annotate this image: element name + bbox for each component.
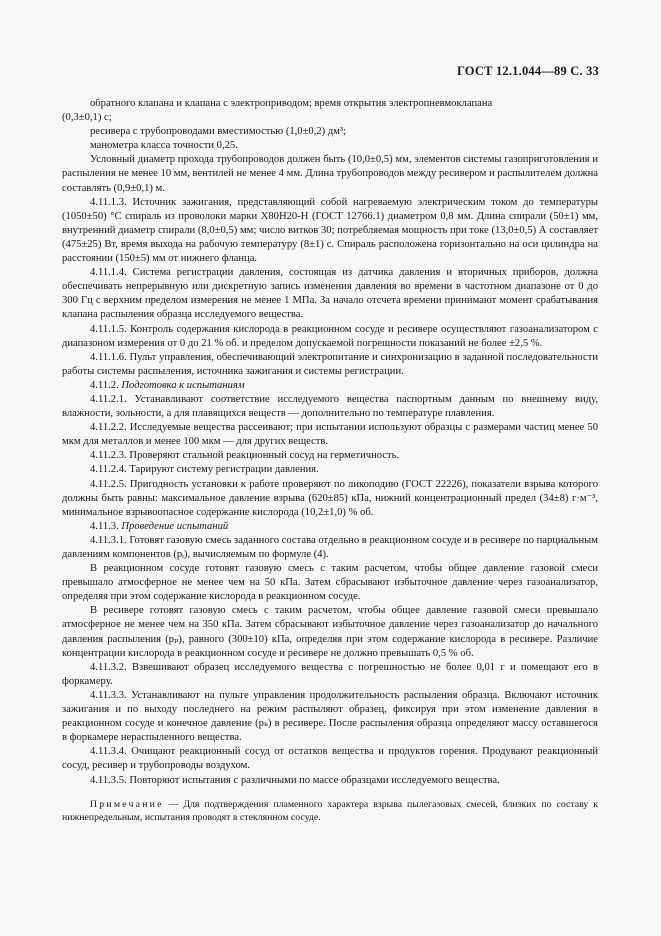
paragraph: В реакционном сосуде готовят газовую смесь с таким расчетом, чтобы общее давление газовой смеси превышало атмосферное не менее чем на 50 кПа. Затем сбрасывают избыточное давление через газоанализатор, определяя при этом содержание кислорода в реакционном сосуде. xyxy=(62,563,598,603)
page-header: ГОСТ 12.1.044—89 С. 33 xyxy=(456,64,599,78)
note xyxy=(62,798,598,825)
paragraph: 4.11.1.6. Пульт управления, обеспечивающий электропитание и синхронизацию в заданной последовательности работы системы распыления, источника зажигания и системы регистрации. xyxy=(62,351,598,377)
paragraph: Условный диаметр прохода трубопроводов должен быть (10,0±0,5) мм, элементов системы газоприготовления и распыления не менее 10 мм, вентилей не менее 4 мм. Длина трубопроводов между ресивером и распылителем должна составлять (0,9±0,1) м. xyxy=(62,154,598,194)
section-heading xyxy=(62,520,598,534)
paragraph: 4.11.2.3. Проверяют стальной реакционный сосуд на герметичность. xyxy=(90,450,400,462)
paragraph: (0,3±0,1) с; xyxy=(62,112,112,124)
section-number: 4.11.3. xyxy=(90,520,119,532)
note-label: Примечание xyxy=(90,798,164,810)
paragraph: обратного клапана и клапана с электроприводом; время открытия электропневмоклапана xyxy=(90,98,493,109)
section-title: Проведение испытаний xyxy=(121,520,229,532)
paragraph: 4.11.2.1. Устанавливают соответствие исследуемого вещества паспортным данным по внешнему виду, влажности, зольности, а для плавящихся веществ — дополнительно по температуре плавления. xyxy=(62,393,598,420)
paragraph: ресивера с трубопроводами вместимостью (1,0±0,2) дм³; xyxy=(90,126,347,138)
paragraph: 4.11.3.1. Готовят газовую смесь заданного состава отдельно в реакционном сосуде и в ресивере по парциальным давлениям компонентов (pᵢ), вычисляемым по формуле (4). xyxy=(62,534,598,560)
paragraph: 4.11.1.5. Контроль содержания кислорода в реакционном сосуде и ресивере осуществляют газоанализатором с диапазоном измерения от 0 до 21 % об. и пределом допускаемой погрешности показаний не более ±2,5 %. xyxy=(62,323,598,349)
paragraph: 4.11.2.2. Исследуемые вещества рассеивают; при испытании используют образцы с размерами частиц менее 50 мкм для металлов и менее 100 мкм — для других веществ. xyxy=(62,422,598,448)
note-text: — Для подтверждения пламенного характера взрыва пылегазовых смесей, близких по составу к нижнепредельным, испытания проводят в стеклянном сосуде. xyxy=(62,798,598,823)
paragraph: В ресивере готовят газовую смесь с таким расчетом, чтобы общее давление газовой смеси превышало атмосферное не менее чем на 350 кПа. Затем сбрасывают избыточное давление через газоанализатор до начального давления распыления (pₚ), равного (300±10) кПа, определяя при этом содержание кислорода в ресивере. Различие концентрации кислорода в реакционном сосуде и ресивере не должно превышать 0,5 % об. xyxy=(62,605,598,659)
paragraph: 4.11.1.3. Источник зажигания, представляющий собой нагреваемую электрическим током до температуры (1050±50) °С спираль из проволоки марки Х80Н20-Н (ГОСТ 12766.1) диаметром 0,8 мм. Длина спирали (50±1) мм, внутренний диаметр спирали (8,0±0,5) мм; число витков 30; потребляемая мощность при токе (13,0±0,5) А составляет (475±25) Вт, время выхода на рабочую температуру (8±1) с. Спираль расположена горизонтально на оси цилиндра на расстоянии (150±5) мм от нижнего фланца. xyxy=(62,196,598,265)
section-number: 4.11.2. xyxy=(90,379,119,391)
paragraph: 4.11.1.4. Система регистрации давления, состоящая из датчика давления и вторичных приборов, должна обеспечивать непрерывную или дискретную запись изменения давления во времени в частотном диапазоне от 0 до 300 Гц с верхним пределом измерения не менее 1 МПа. За начало отсчета времени принимают момент срабатывания клапана распыления образца исследуемого вещества. xyxy=(62,267,598,321)
paragraph: 4.11.3.2. Взвешивают образец исследуемого вещества с погрешностью не более 0,01 г и помещают его в форкамеру. xyxy=(62,661,598,687)
paragraph: 4.11.3.3. Устанавливают на пульте управления продолжительность распыления образца. Включают источник зажигания и по выходу последнего на режим распыляют образец, фиксируя при этом изменение давления в реакционном сосуде и конечное давление (pₖ) в ресивере. После распыления образца определяют массу оставшегося в форкамере нераспыленного вещества. xyxy=(62,689,598,744)
paragraph: 4.11.3.5. Повторяют испытания с различными по массе образцами исследуемого вещества. xyxy=(90,774,500,786)
paragraph: 4.11.2.4. Тарируют систему регистрации давления. xyxy=(90,464,319,476)
section-title: Подготовка к испытаниям xyxy=(121,379,245,391)
document-body xyxy=(62,97,598,824)
paragraph: 4.11.2.5. Пригодность установки к работе проверяют по ликоподию (ГОСТ 22226), показатели взрыва которого должны быть равны: максимальное давление взрыва (620±85) кПа, нижний концентрационный предел (34±8) г·м⁻³, минимальное взрывоопасное содержание кислорода (10,2±1,0) % об. xyxy=(62,478,598,518)
paragraph: манометра класса точности 0,25. xyxy=(90,140,238,152)
section-heading xyxy=(62,379,598,393)
paragraph: 4.11.3.4. Очищают реакционный сосуд от остатков вещества и продуктов горения. Продувают реакционный сосуд, ресивер и трубопроводы воздухом. xyxy=(62,746,598,772)
